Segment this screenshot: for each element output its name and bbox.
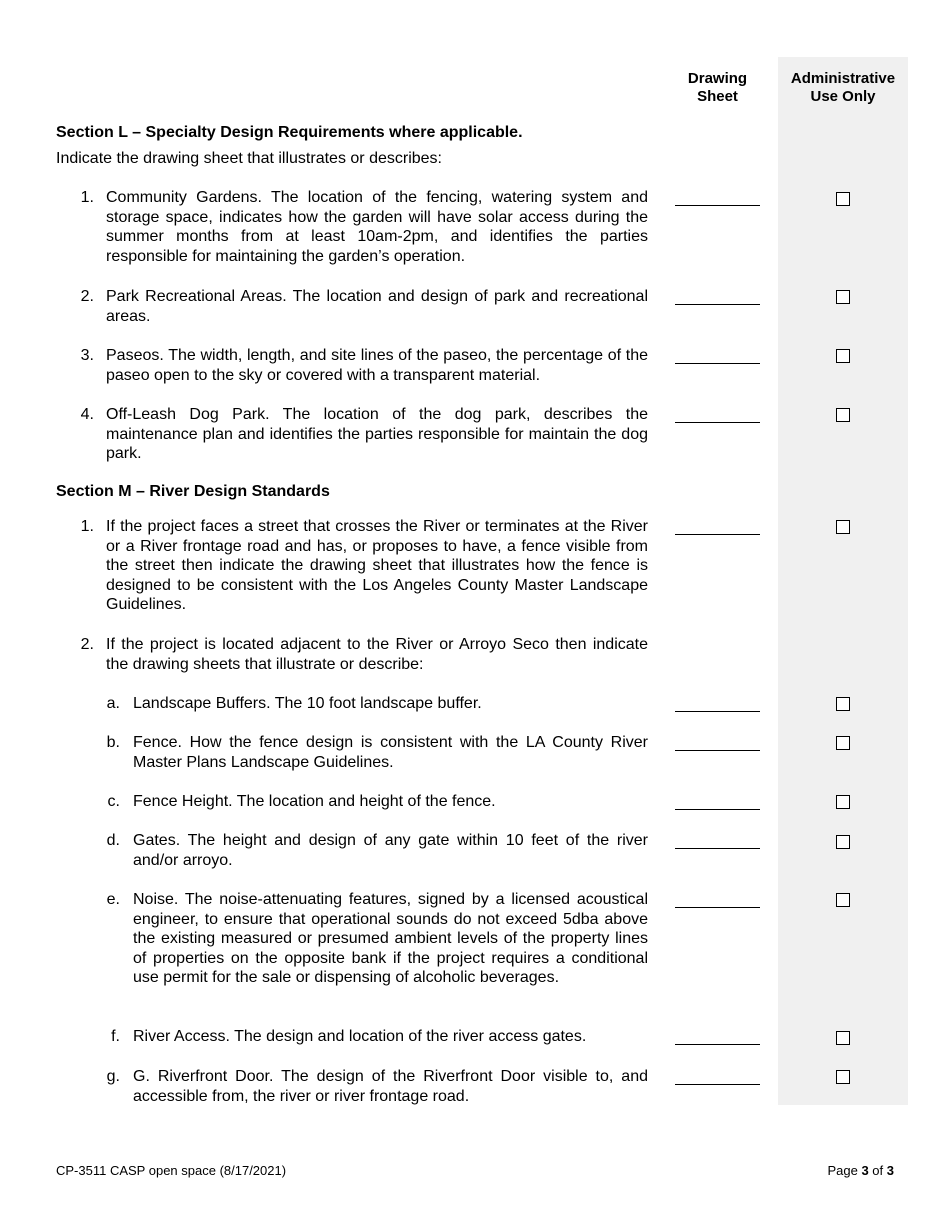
section-m-subitem-d-letter: d. <box>106 832 120 849</box>
section-l-item-2-drawing-sheet-field[interactable] <box>675 304 760 305</box>
admin-use-header-line1: Administrative <box>790 70 896 87</box>
section-m-item-1-drawing-sheet-field[interactable] <box>675 534 760 535</box>
section-m-subitem-g-text: G. Riverfront Door. The design of the Riverfront Door visible to, and accessible from, the river or river frontage road. <box>133 1068 648 1105</box>
section-l-item-4-number: 4. <box>80 406 94 423</box>
footer-form-id: CP-3511 CASP open space (8/17/2021) <box>56 1163 287 1178</box>
section-m-item-1-text: If the project faces a street that crosses the River or terminates at the River or a River frontage road and has, or proposes to have, a fence visible from the street then indicate the drawing sheet that illustrates how the fence is designed to be consistent with the Los Angeles County Master Landscape Guidelines. <box>106 518 648 614</box>
section-l-item-3-admin-checkbox[interactable] <box>836 349 850 363</box>
section-m-subitem-g-drawing-sheet-field[interactable] <box>675 1084 760 1085</box>
section-l-item-3-drawing-sheet-field[interactable] <box>675 363 760 364</box>
drawing-sheet-header <box>675 70 760 106</box>
section-m-subitem-f-letter: f. <box>111 1028 120 1045</box>
admin-use-header <box>778 70 908 106</box>
section-m-subitem-d-admin-checkbox[interactable] <box>836 835 850 849</box>
section-m-subitem-d-drawing-sheet-field[interactable] <box>675 848 760 849</box>
section-m-subitem-e-text: Noise. The noise-attenuating features, signed by a licensed acoustical engineer, to ensure that operational sounds do not exceed 5dba above the existing measured or presumed ambient levels of the property lines of properties on the opposite bank if the project requires a conditional use permit for the sale or dispensing of alcoholic beverages. <box>133 891 648 987</box>
section-m-item-1-admin-checkbox[interactable] <box>836 520 850 534</box>
section-m-subitem-b-drawing-sheet-field[interactable] <box>675 750 760 751</box>
admin-use-header-line2: Use Only <box>810 88 876 105</box>
section-m-subitem-c-text: Fence Height. The location and height of the fence. <box>133 793 496 810</box>
section-m-subitem-a-text: Landscape Buffers. The 10 foot landscape buffer. <box>133 695 482 712</box>
section-l-item-2-admin-checkbox[interactable] <box>836 290 850 304</box>
section-m-subitem-g-letter: g. <box>106 1068 120 1085</box>
footer-page-of: of <box>868 1163 887 1178</box>
section-m-subitem-a-drawing-sheet-field[interactable] <box>675 711 760 712</box>
footer-page-total: 3 <box>886 1163 894 1178</box>
section-m-subitem-a-letter: a. <box>106 695 120 712</box>
section-m-subitem-c-drawing-sheet-field[interactable] <box>675 809 760 810</box>
section-m-subitem-f-drawing-sheet-field[interactable] <box>675 1044 760 1045</box>
section-m-item-2-number: 2. <box>80 636 94 653</box>
section-m-subitem-f-admin-checkbox[interactable] <box>836 1031 850 1045</box>
section-m-subitem-e-admin-checkbox[interactable] <box>836 893 850 907</box>
section-m-subitem-c-admin-checkbox[interactable] <box>836 795 850 809</box>
section-m-subitem-a-admin-checkbox[interactable] <box>836 697 850 711</box>
section-m-subitem-d-text: Gates. The height and design of any gate within 10 feet of the river and/or arroyo. <box>133 832 648 869</box>
drawing-sheet-header-line1: Drawing <box>687 70 748 87</box>
section-l-item-1-drawing-sheet-field[interactable] <box>675 205 760 206</box>
section-l-item-2-text: Park Recreational Areas. The location and design of park and recreational areas. <box>106 288 648 325</box>
section-m-subitem-c-letter: c. <box>107 793 120 810</box>
section-l-intro: Indicate the drawing sheet that illustrates or describes: <box>56 150 442 167</box>
section-m-item-1-number: 1. <box>80 518 94 535</box>
section-m-subitem-b-letter: b. <box>106 734 120 751</box>
section-l-item-4-drawing-sheet-field[interactable] <box>675 422 760 423</box>
footer-page-current: 3 <box>861 1163 869 1178</box>
section-l-item-4-admin-checkbox[interactable] <box>836 408 850 422</box>
section-l-item-1-text: Community Gardens. The location of the fencing, watering system and storage space, indicates how the garden will have solar access during the summer months from at least 10am-2pm, and identifies the parties responsible for maintaining the garden’s operation. <box>106 189 648 265</box>
section-m-subitem-b-admin-checkbox[interactable] <box>836 736 850 750</box>
section-l-item-1-number: 1. <box>80 189 94 206</box>
section-m-subitem-b-text: Fence. How the fence design is consistent with the LA County River Master Plans Landscape Guidelines. <box>133 734 648 771</box>
drawing-sheet-header-line2: Sheet <box>697 88 738 105</box>
section-l-title: Section L – Specialty Design Requirements where applicable. <box>56 124 523 141</box>
section-l-item-4-text: Off-Leash Dog Park. The location of the dog park, describes the maintenance plan and identifies the parties responsible for maintain the dog park. <box>106 406 648 463</box>
section-l-item-2-number: 2. <box>80 288 94 305</box>
section-l-item-3-number: 3. <box>80 347 94 364</box>
section-m-item-2-text: If the project is located adjacent to the River or Arroyo Seco then indicate the drawing sheets that illustrate or describe: <box>106 636 648 673</box>
admin-column-background <box>778 57 908 1105</box>
footer-page-prefix: Page <box>827 1163 862 1178</box>
section-l-item-3-text: Paseos. The width, length, and site lines of the paseo, the percentage of the paseo open to the sky or covered with a transparent material. <box>106 347 648 384</box>
section-l-item-1-admin-checkbox[interactable] <box>836 192 850 206</box>
footer-page-number <box>790 1163 894 1179</box>
section-m-subitem-e-drawing-sheet-field[interactable] <box>675 907 760 908</box>
section-m-title: Section M – River Design Standards <box>56 483 330 500</box>
section-m-subitem-g-admin-checkbox[interactable] <box>836 1070 850 1084</box>
section-m-subitem-f-text: River Access. The design and location of the river access gates. <box>133 1028 587 1045</box>
section-m-subitem-e-letter: e. <box>106 891 120 908</box>
